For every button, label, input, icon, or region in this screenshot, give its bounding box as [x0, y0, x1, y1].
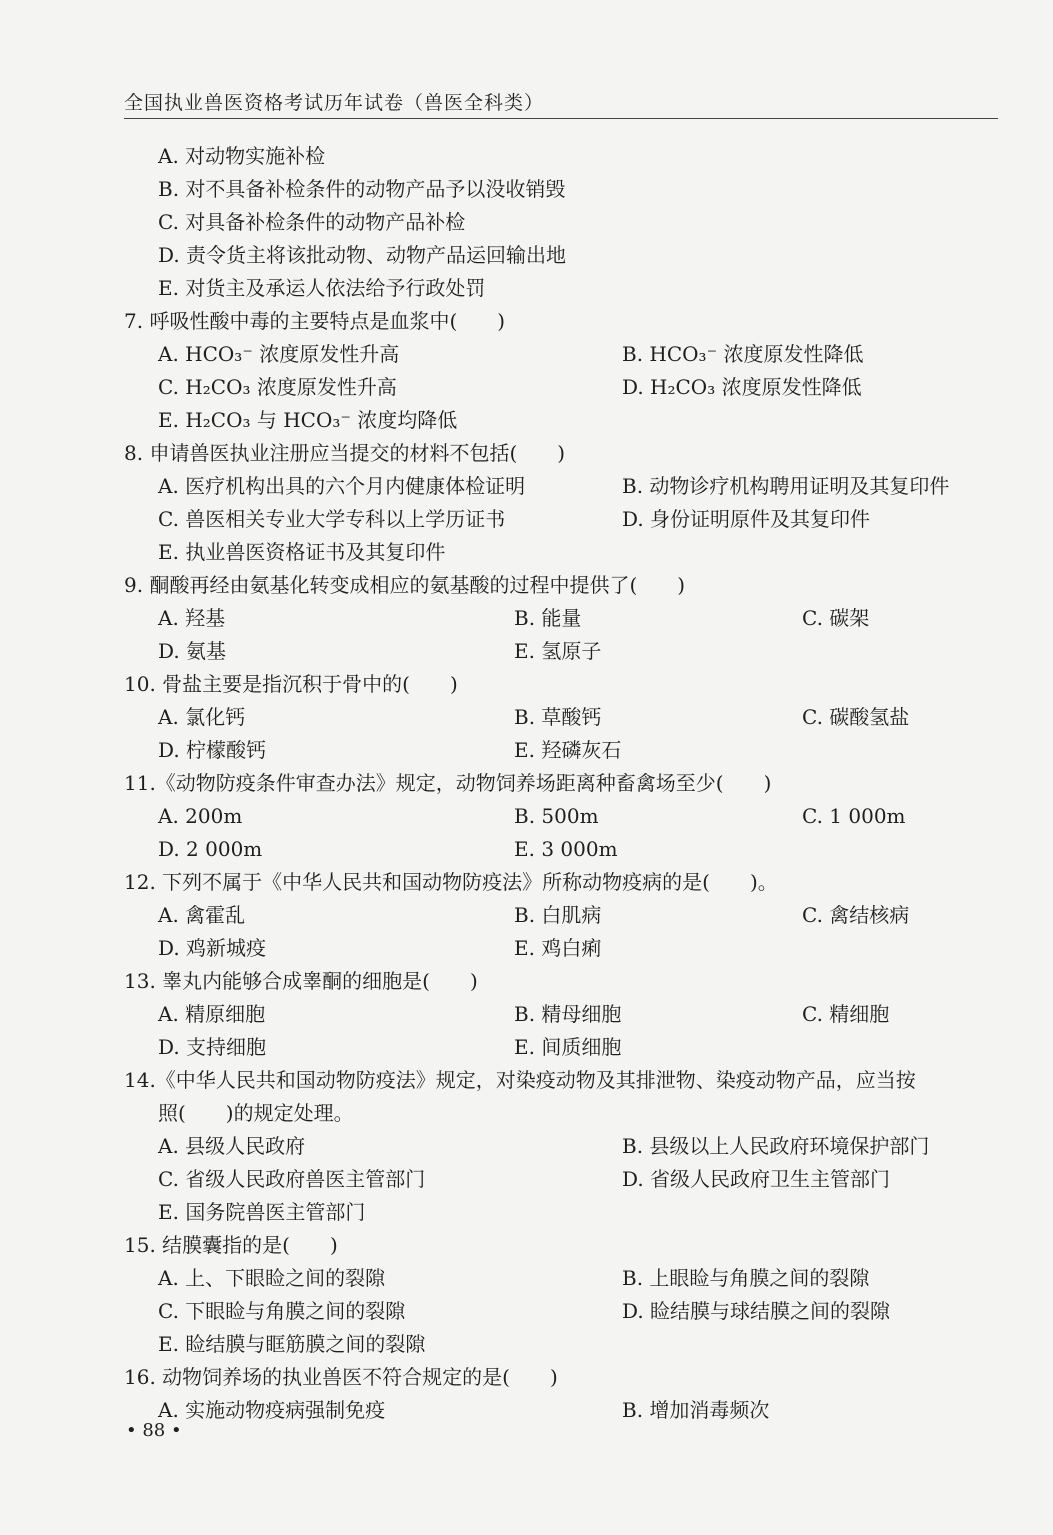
- question-15-stem: 15. 结膜囊指的是( ): [124, 1233, 338, 1257]
- option-c: C. 下眼睑与角膜之间的裂隙: [158, 1299, 406, 1323]
- option-b: B. 动物诊疗机构聘用证明及其复印件: [622, 474, 950, 498]
- question-7-stem: 7. 呼吸性酸中毒的主要特点是血浆中( ): [124, 309, 506, 333]
- question-8-options-row-1: [124, 470, 1004, 503]
- option-b: B. 500m: [514, 804, 599, 828]
- option-a: A. 200m: [158, 804, 243, 828]
- option-c: C. H₂CO₃ 浓度原发性升高: [158, 375, 397, 399]
- option-d: D. 省级人民政府卫生主管部门: [622, 1167, 891, 1191]
- option-c: C. 禽结核病: [802, 903, 910, 927]
- option-d: D. 支持细胞: [158, 1035, 267, 1059]
- option-e: E. 3 000m: [514, 837, 618, 861]
- option-c: C. 省级人民政府兽医主管部门: [158, 1167, 426, 1191]
- option-line: A. 对动物实施补检: [158, 144, 326, 168]
- option-e: E. H₂CO₃ 与 HCO₃⁻ 浓度均降低: [158, 408, 458, 432]
- question-15-options-row-2: [124, 1295, 1004, 1328]
- option-d: D. 2 000m: [158, 837, 263, 861]
- question-14-stem: 14.《中华人民共和国动物防疫法》规定，对染疫动物及其排泄物、染疫动物产品，应当按: [124, 1068, 916, 1092]
- question-14-options-row-1: [124, 1130, 1004, 1163]
- question-13-stem: 13. 睾丸内能够合成睾酮的细胞是( ): [124, 969, 478, 993]
- option-b: B. 县级以上人民政府环境保护部门: [622, 1134, 930, 1158]
- question-12-options-row-2: [124, 932, 1004, 965]
- option-line: E. 对货主及承运人依法给予行政处罚: [158, 276, 486, 300]
- option-b: B. 精母细胞: [514, 1002, 622, 1026]
- option-d: D. 鸡新城疫: [158, 936, 267, 960]
- question-10-options-row-2: [124, 734, 1004, 767]
- header-divider: [124, 118, 998, 119]
- question-15-options-row-1: [124, 1262, 1004, 1295]
- question-13-options-row-2: [124, 1031, 1004, 1064]
- page-number: • 88 •: [126, 1420, 182, 1441]
- exam-content: [124, 140, 1004, 1427]
- option-b: B. 增加消毒频次: [622, 1398, 770, 1422]
- option-e: E. 睑结膜与眶筋膜之间的裂隙: [158, 1332, 426, 1356]
- question-14-options-row-2: [124, 1163, 1004, 1196]
- question-9-options-row-1: [124, 602, 1004, 635]
- option-d: D. 柠檬酸钙: [158, 738, 267, 762]
- question-12-options-row-1: [124, 899, 1004, 932]
- question-8-options-row-2: [124, 503, 1004, 536]
- question-9-stem: 9. 酮酸再经由氨基化转变成相应的氨基酸的过程中提供了( ): [124, 573, 686, 597]
- option-d: D. 氨基: [158, 639, 227, 663]
- option-b: B. 白肌病: [514, 903, 602, 927]
- option-c: C. 1 000m: [802, 804, 906, 828]
- option-a: A. HCO₃⁻ 浓度原发性升高: [158, 342, 400, 366]
- option-b: B. HCO₃⁻ 浓度原发性降低: [622, 342, 864, 366]
- question-13-options-row-1: [124, 998, 1004, 1031]
- option-line: D. 责令货主将该批动物、动物产品运回输出地: [158, 243, 567, 267]
- question-12-stem: 12. 下列不属于《中华人民共和国动物防疫法》所称动物疫病的是( )。: [124, 870, 778, 894]
- option-d: D. H₂CO₃ 浓度原发性降低: [622, 375, 862, 399]
- question-9-options-row-2: [124, 635, 1004, 668]
- option-a: A. 上、下眼睑之间的裂隙: [158, 1266, 386, 1290]
- option-b: B. 上眼睑与角膜之间的裂隙: [622, 1266, 870, 1290]
- option-e: E. 鸡白痢: [514, 936, 602, 960]
- option-a: A. 禽霍乱: [158, 903, 246, 927]
- question-7-options-row-1: [124, 338, 1004, 371]
- option-a: A. 氯化钙: [158, 705, 246, 729]
- question-8-stem: 8. 申请兽医执业注册应当提交的材料不包括( ): [124, 441, 566, 465]
- question-10-stem: 10. 骨盐主要是指沉积于骨中的( ): [124, 672, 458, 696]
- option-a: A. 医疗机构出具的六个月内健康体检证明: [158, 474, 526, 498]
- option-e: E. 国务院兽医主管部门: [158, 1200, 366, 1224]
- question-16-stem: 16. 动物饲养场的执业兽医不符合规定的是( ): [124, 1365, 558, 1389]
- option-e: E. 羟磷灰石: [514, 738, 622, 762]
- option-e: E. 执业兽医资格证书及其复印件: [158, 540, 446, 564]
- option-b: B. 能量: [514, 606, 582, 630]
- question-11-options-row-1: [124, 800, 1004, 833]
- option-e: E. 间质细胞: [514, 1035, 622, 1059]
- question-7-options-row-2: [124, 371, 1004, 404]
- option-c: C. 碳架: [802, 606, 870, 630]
- option-d: D. 睑结膜与球结膜之间的裂隙: [622, 1299, 891, 1323]
- option-a: A. 县级人民政府: [158, 1134, 306, 1158]
- option-a: A. 精原细胞: [158, 1002, 266, 1026]
- option-a: A. 实施动物疫病强制免疫: [158, 1398, 386, 1422]
- question-11-options-row-2: [124, 833, 1004, 866]
- option-b: B. 草酸钙: [514, 705, 602, 729]
- option-line: C. 对具备补检条件的动物产品补检: [158, 210, 466, 234]
- option-c: C. 兽医相关专业大学专科以上学历证书: [158, 507, 506, 531]
- question-10-options-row-1: [124, 701, 1004, 734]
- option-c: C. 碳酸氢盐: [802, 705, 910, 729]
- option-c: C. 精细胞: [802, 1002, 890, 1026]
- question-14-stem-continued: 照( )的规定处理。: [158, 1101, 354, 1125]
- option-e: E. 氢原子: [514, 639, 602, 663]
- option-d: D. 身份证明原件及其复印件: [622, 507, 871, 531]
- question-16-options-row-1: [124, 1394, 1004, 1427]
- question-11-stem: 11.《动物防疫条件审查办法》规定，动物饲养场距离种畜禽场至少( ): [124, 771, 772, 795]
- running-header: 全国执业兽医资格考试历年试卷（兽医全科类）: [124, 92, 545, 114]
- option-a: A. 羟基: [158, 606, 226, 630]
- option-line: B. 对不具备补检条件的动物产品予以没收销毁: [158, 177, 566, 201]
